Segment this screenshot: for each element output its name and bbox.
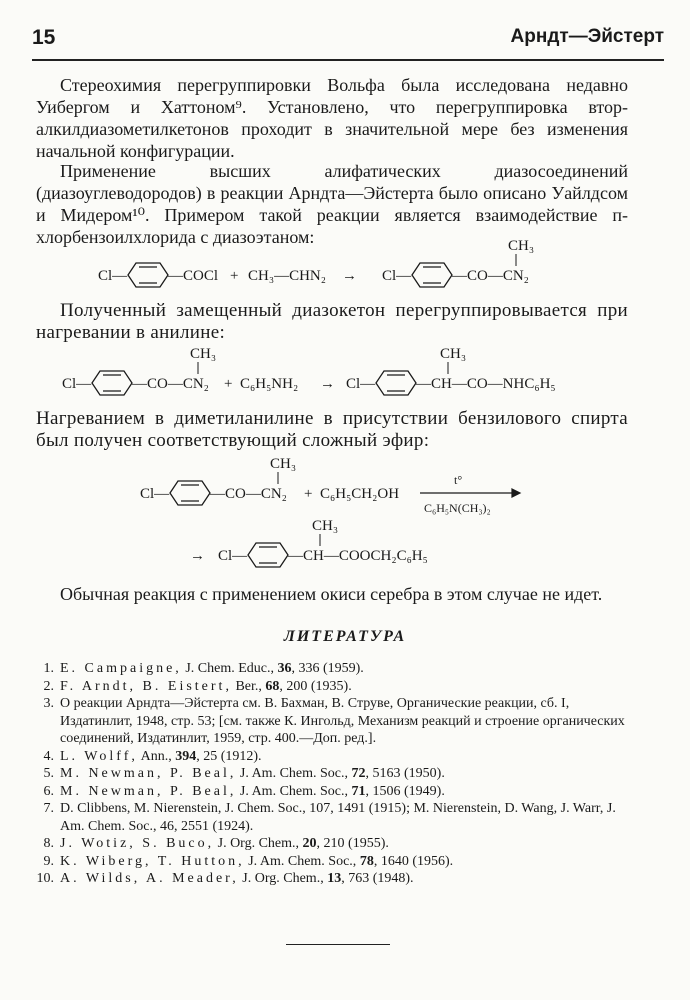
header-rule xyxy=(32,59,664,61)
benzene-ring-icon xyxy=(92,371,132,395)
eq1-product-tail: —CO—CN₂ xyxy=(452,268,529,284)
reference-item: 4. L. Wolff, Ann., 394, 25 (1912). xyxy=(43,748,262,764)
paragraph-diazoketone-aniline: Полученный замещенный диазокетон перегруппировывается при нагревании в анилине: xyxy=(36,300,628,343)
eq2-cl: Cl— xyxy=(62,376,92,392)
eq2-plus: + xyxy=(224,376,233,392)
equation-2 xyxy=(0,344,690,404)
eq1-product-cl: Cl— xyxy=(382,268,412,284)
benzene-ring-icon xyxy=(170,481,210,505)
eq3-arrow-top: t° xyxy=(454,473,463,487)
eq2-acyl: —CO—CN₂ xyxy=(132,376,209,392)
eq1-plus: + xyxy=(230,268,239,284)
paragraph-wolff-stereochemistry: Стереохимия перегруппировки Вольфа была исследована недавно Уибергом и Хаттоном⁹. Установлено, что перегруппировка втор-алкилдиазометилкетонов проходит в значительной мере без изменения начальной конфигурации. xyxy=(36,75,628,161)
benzene-ring-icon xyxy=(412,263,452,287)
reference-item: 2. F. Arndt, B. Eistert, Ber., 68, 200 (1935). xyxy=(43,678,352,694)
reference-item: 8. J. Wotiz, S. Buco, J. Org. Chem., 20, 210 (1955). xyxy=(43,836,389,851)
paragraph-dimethylaniline-ester: Нагреванием в диметиланилине в присутствии бензилового спирта был получен соответствующий сложный эфир: xyxy=(36,408,628,451)
eq3-product-methyl: CH₃ xyxy=(312,518,339,534)
reference-item: 9. K. Wiberg, T. Hutton, J. Am. Chem. Soc., 78, 1640 (1956). xyxy=(43,853,454,869)
eq2-arrow: → xyxy=(320,376,335,392)
eq3-acyl: —CO—CN₂ xyxy=(210,486,287,502)
eq1-reagent: CH₃—CHN₂ xyxy=(248,268,326,284)
equation-3 xyxy=(0,454,690,576)
equation-1 xyxy=(0,236,690,298)
eq3-product-cl: Cl— xyxy=(218,548,248,564)
eq1-cl: Cl— xyxy=(98,268,128,284)
eq2-product-tail: —CH—CO—NHC₆H₅ xyxy=(416,376,556,392)
reference-item: 5. M. Newman, P. Beal, J. Am. Chem. Soc., 72, 5163 (1950). xyxy=(43,766,445,781)
eq3-reagent: C₆H₅CH₂OH xyxy=(320,486,400,502)
reference-item: 3. О реакции Арндта—Эйстерта см. В. Бахман, В. Струве, Органические реакции, сб. I, Издатинлит, 1948, стр. 53; [см. также К. Ингольд, Механизм реакций и строение органических соединений, Издатинлит, 1959, стр. 400.—Доп. ред.]. xyxy=(43,696,625,746)
eq3-methyl: CH₃ xyxy=(270,456,297,472)
reference-item: 1. E. Campaigne, J. Chem. Educ., 36, 336 (1959). xyxy=(43,661,364,676)
literature-heading: ЛИТЕРАТУРА xyxy=(283,628,407,645)
eq1-acyl: —COCl xyxy=(168,268,219,284)
reference-item: 7. D. Clibbens, M. Nierenstein, J. Chem. Soc., 107, 1491 (1915); M. Nierenstein, D. Wang, J. Warr, J. Am. Chem. Soc., 46, 2551 (1924). xyxy=(43,801,616,834)
eq2-product-cl: Cl— xyxy=(346,376,376,392)
eq3-plus: + xyxy=(304,486,313,502)
footer-rule xyxy=(286,944,390,945)
paragraph-higher-diazo: Применение высших алифатических диазосоединений (диазоуглеводородов) в реакции Арндта—Эйстерта было описано Уайлдсом и Мидером¹⁰. Примером такой реакции является взаимодействие п-хлорбензоилхлорида с диазоэтаном: xyxy=(36,161,628,247)
reference-item: 10. A. Wilds, A. Meader, J. Org. Chem., 13, 763 (1948). xyxy=(36,871,414,886)
eq3-product-tail: —CH—COOCH₂C₆H₅ xyxy=(288,548,428,564)
eq2-methyl-right: CH₃ xyxy=(440,346,467,362)
eq3-cl: Cl— xyxy=(140,486,170,502)
reference-list xyxy=(28,660,632,888)
reaction-arrow-icon xyxy=(420,489,520,497)
running-title: Арндт—Эйстерт xyxy=(510,26,664,47)
reference-item: 6. M. Newman, P. Beal, J. Am. Chem. Soc., 71, 1506 (1949). xyxy=(43,783,445,799)
benzene-ring-icon xyxy=(128,263,168,287)
eq2-reagent: C₆H₅NH₂ xyxy=(240,376,299,392)
page-number: 15 xyxy=(32,26,56,49)
eq2-methyl-left: CH₃ xyxy=(190,346,217,362)
eq3-arrow-bottom: C₆H₅N(CH₃)₂ xyxy=(424,501,491,515)
eq3-product-arrow: → xyxy=(190,548,205,564)
benzene-ring-icon xyxy=(376,371,416,395)
eq1-arrow: → xyxy=(342,268,357,284)
page-header xyxy=(32,26,664,56)
eq1-methyl: CH₃ xyxy=(508,238,535,254)
paragraph-silver-oxide: Обычная реакция с применением окиси серебра в этом случае не идет. xyxy=(60,584,603,604)
benzene-ring-icon xyxy=(248,543,288,567)
